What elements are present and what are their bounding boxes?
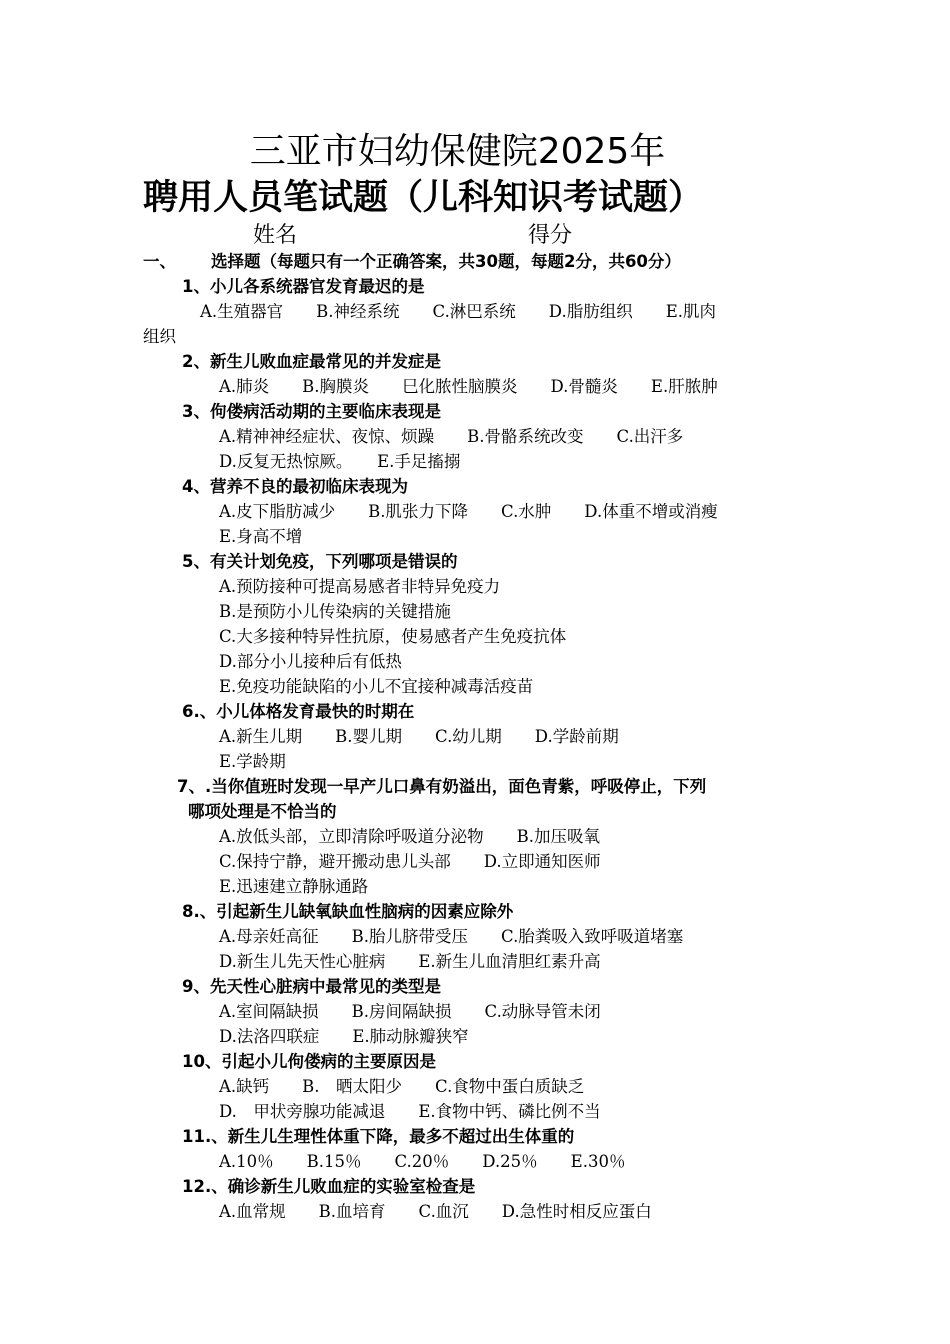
question-6: 6.、小儿体格发育最快的时期在 (182, 702, 415, 721)
question-7-line2: 哪项处理是不恰当的 (188, 802, 337, 821)
question-7-options-line2: C.保持宁静，避开搬动患儿头部 D.立即通知医师 (219, 852, 601, 871)
question-1-options-line1: A.生殖器官 B.神经系统 C.淋巴系统 D.脂肪组织 E.肌肉 (200, 302, 716, 321)
question-10-options-line1: A.缺钙 B. 晒太阳少 C.食物中蛋白质缺乏 (219, 1077, 585, 1096)
question-4-options-line1: A.皮下脂肪减少 B.肌张力下降 C.水肿 D.体重不增或消瘦 (219, 502, 718, 521)
question-12-options: A.血常规 B.血培育 C.血沉 D.急性时相反应蛋白 (219, 1202, 652, 1221)
question-9-options-line1: A.室间隔缺损 B.房间隔缺损 C.动脉导管未闭 (219, 1002, 601, 1021)
question-9: 9、先天性心脏病中最常见的类型是 (182, 977, 441, 996)
question-7-options-line3: E.迅速建立静脉通路 (219, 877, 369, 896)
question-5-option-e: E.免疫功能缺陷的小儿不宜接种减毒活疫苗 (219, 677, 534, 696)
section-number: 一、 (143, 252, 176, 271)
question-8-options-line2: D.新生儿先天性心脏病 E.新生儿血清胆红素升高 (219, 952, 601, 971)
question-4: 4、营养不良的最初临床表现为 (182, 477, 408, 496)
question-3-options-line1: A.精神神经症状、夜惊、烦躁 B.骨骼系统改变 C.出汗多 (219, 427, 684, 446)
question-8: 8.、引起新生儿缺氧缺血性脑病的因素应除外 (182, 902, 514, 921)
name-label: 姓名 (253, 223, 298, 248)
question-7-line1: 7、.当你值班时发现一早产儿口鼻有奶溢出，面色青紫，呼吸停止，下列 (177, 777, 707, 796)
question-10: 10、引起小儿佝偻病的主要原因是 (182, 1052, 436, 1071)
question-3-options-line2: D.反复无热惊厥。 E.手足搐搦 (219, 452, 461, 471)
question-7 (177, 774, 817, 824)
question-8-options-line1: A.母亲妊高征 B.胎儿脐带受压 C.胎粪吸入致呼吸道堵塞 (219, 927, 684, 946)
question-11: 11.、新生儿生理性体重下降，最多不超过出生体重的 (182, 1127, 575, 1146)
question-4-options-line2: E.身高不增 (219, 527, 303, 546)
question-6-options-line1: A.新生儿期 B.婴儿期 C.幼儿期 D.学龄前期 (219, 727, 619, 746)
question-1-options-line2: 组织 (143, 327, 176, 346)
exam-title-line1: 三亚市妇幼保健院2025年 (249, 131, 666, 172)
question-5-option-a: A.预防接种可提高易感者非特异免疫力 (219, 577, 501, 596)
score-label: 得分 (528, 223, 573, 248)
question-9-options-line2: D.法洛四联症 E.肺动脉瓣狭窄 (219, 1027, 469, 1046)
question-12: 12.、确诊新生儿败血症的实验室检查是 (182, 1177, 476, 1196)
question-5-option-d: D.部分小儿接种后有低热 (219, 652, 402, 671)
question-3: 3、佝偻病活动期的主要临床表现是 (182, 402, 441, 421)
question-1-options (143, 299, 813, 349)
question-5-option-b: B.是预防小儿传染病的关键措施 (219, 602, 451, 621)
question-6-options-line2: E.学龄期 (219, 752, 286, 771)
question-2-options: A.肺炎 B.胸膜炎 巳化脓性脑膜炎 D.骨髓炎 E.肝脓肿 (219, 377, 718, 396)
question-2: 2、新生儿败血症最常见的并发症是 (182, 352, 441, 371)
question-10-options-line2: D. 甲状旁腺功能减退 E.食物中钙、磷比例不当 (219, 1102, 601, 1121)
section-heading (143, 250, 681, 274)
question-5: 5、有关计划免疫，下列哪项是错误的 (182, 552, 458, 571)
question-7-options-line1: A.放低头部，立即清除呼吸道分泌物 B.加压吸氧 (219, 827, 601, 846)
question-1: 1、小儿各系统器官发育最迟的是 (182, 277, 425, 296)
section-text: 选择题（每题只有一个正确答案，共30题，每题2分，共60分） (211, 252, 681, 271)
question-11-options: A.10％ B.15％ C.20％ D.25％ E.30％ (219, 1152, 626, 1171)
exam-title-line2: 聘用人员笔试题（儿科知识考试题） (143, 178, 704, 218)
question-5-option-c: C.大多接种特异性抗原，使易感者产生免疫抗体 (219, 627, 567, 646)
